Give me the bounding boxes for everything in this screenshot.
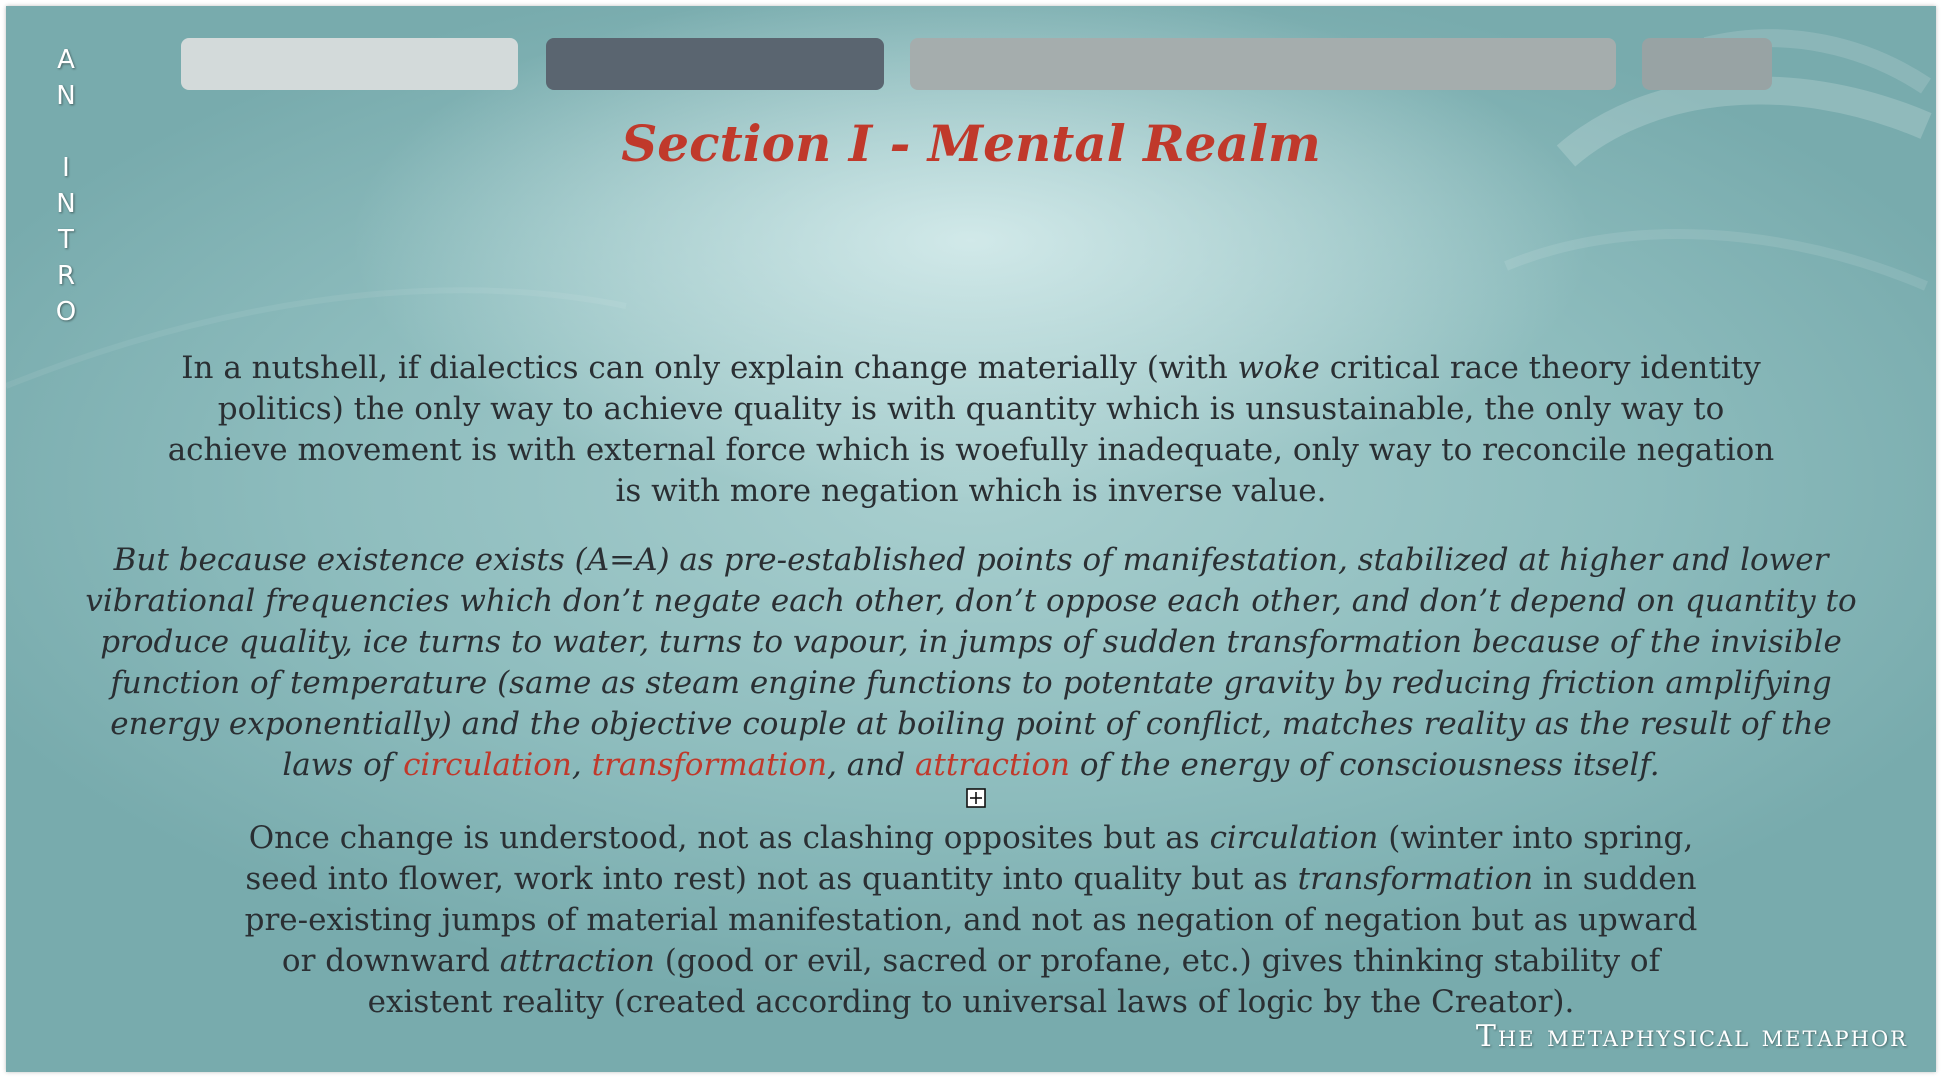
- tab-3[interactable]: [910, 38, 1616, 90]
- paragraph-3-text-d: (good or evil, sacred or profane, etc.) gives thinking stability of existent reality (created according to universal laws of logic by the Creator).: [367, 943, 1661, 1020]
- paragraph-3-text-c: in sudden pre-existing jumps of material manifestation, and not as negation of negation but as upward or downward: [244, 861, 1698, 979]
- paragraph-3-text-a: Once change is understood, not as clashing opposites but as: [248, 820, 1210, 856]
- tab-1[interactable]: [181, 38, 518, 90]
- paragraph-3: [76, 818, 1866, 1023]
- tab-4[interactable]: [1642, 38, 1772, 90]
- vertical-letter: I: [62, 153, 70, 183]
- paragraph-1-text-b: critical race theory identity politics) the only way to achieve quality is with quantity which is unsustainable, the only way to achieve movement is with external force which is woefully inadequate, only way to reconcile negation is with more negation which is inverse value.: [167, 350, 1775, 509]
- crosshair-cursor-icon: [966, 788, 986, 808]
- vertical-letter: N: [56, 189, 76, 219]
- paragraph-2-text-b: of the energy of consciousness itself.: [1070, 747, 1660, 783]
- paragraph-2: [76, 540, 1866, 786]
- vertical-letter: N: [56, 81, 76, 111]
- tab-bar: [6, 38, 1936, 90]
- paragraph-2-text-a: But because existence exists (A=A) as pre-established points of manifestation, stabilized at higher and lower vibrational frequencies which don’t negate each other, don’t oppose each other, and don’t depend on quantity to produce quality, ice turns to water, turns to vapour, in jumps of sudden transformation because of the invisible function of temperature (same as steam engine functions to potentate gravity by reducing friction amplifying energy exponentially) and the objective couple at boiling point of conflict, matches reality as the result of the laws of: [85, 542, 1857, 783]
- circulation-highlight: circulation: [403, 747, 572, 783]
- separator: ,: [571, 747, 592, 783]
- page-title: Section I - Mental Realm: [621, 114, 1321, 173]
- vertical-letter: R: [56, 261, 76, 291]
- attraction-highlight: attraction: [914, 747, 1070, 783]
- woke-emphasis: woke: [1237, 350, 1320, 386]
- transformation-highlight: transformation: [591, 747, 828, 783]
- vertical-letter: T: [58, 225, 74, 255]
- footer-branding: The metaphysical metaphor: [1475, 1019, 1908, 1054]
- paragraph-1-text-a: In a nutshell, if dialectics can only explain change materially (with: [181, 350, 1238, 386]
- separator: , and: [827, 747, 915, 783]
- paragraph-3-text-b: (winter into spring, seed into flower, work into rest) not as quantity into quality but as: [245, 820, 1694, 897]
- slide-canvas: [6, 6, 1936, 1072]
- vertical-letter: A: [57, 45, 75, 75]
- vertical-letter: O: [55, 297, 77, 327]
- circulation-emphasis: circulation: [1209, 820, 1379, 856]
- transformation-emphasis: transformation: [1297, 861, 1534, 897]
- paragraph-1: [76, 348, 1866, 512]
- tab-2-active[interactable]: [546, 38, 884, 90]
- attraction-emphasis: attraction: [499, 943, 655, 979]
